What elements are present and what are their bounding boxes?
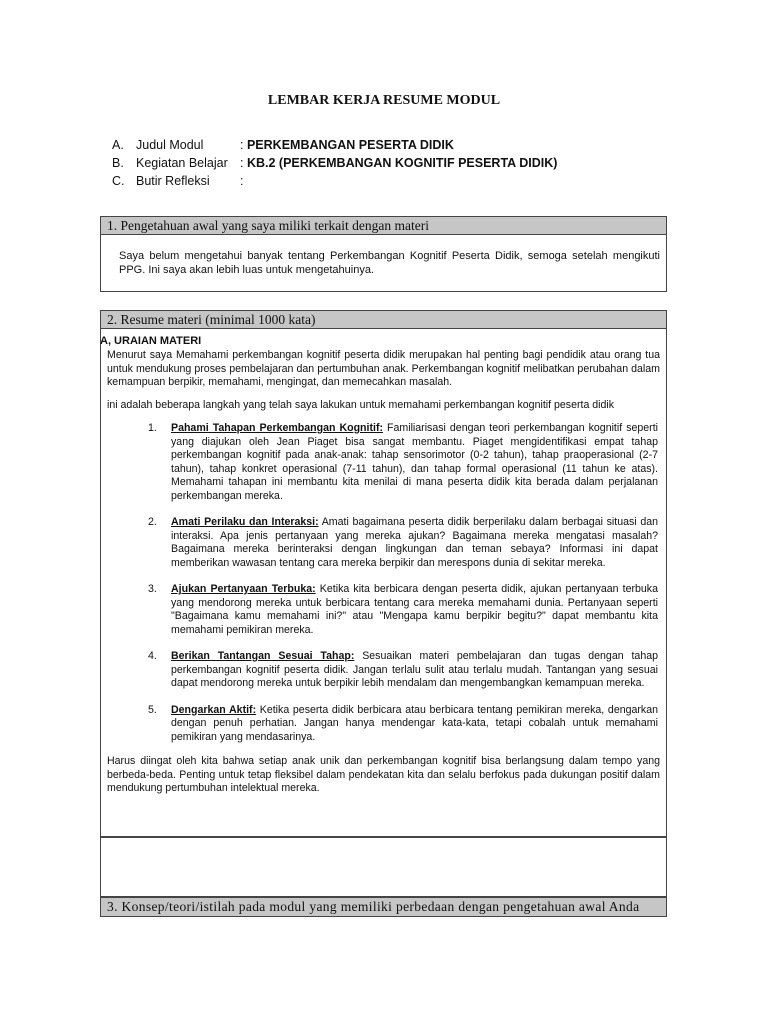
- meta-row-judul-modul: [112, 138, 454, 152]
- step-body: Ketika kita berbicara dengan peserta didik, ajukan pertanyaan terbuka yang mendorong mereka untuk berbicara tentang cara mereka memahami dunia. Pertanyaan seperti "Bagaimana kamu memahami ini?" atau "Mengapa kamu berpikir begitu?" dapat membantu kita memahami pemikiran mereka.: [171, 583, 658, 636]
- section-2-header: 2. Resume materi (minimal 1000 kata): [101, 311, 666, 329]
- page-title: LEMBAR KERJA RESUME MODUL: [267, 93, 501, 108]
- list-item: [148, 703, 658, 745]
- section-2-closing: Harus diingat oleh kita bahwa setiap anak unik dan perkembangan kognitif bisa berlangsung dalam tempo yang berbeda-beda. Penting untuk tetap fleksibel dalam pendekatan kita dan selalu berfokus pada dukungan positif dalam mendukung pertumbuhan intelektual mereka.: [107, 755, 660, 794]
- meta-separator: :: [240, 174, 244, 188]
- section-3-box: [100, 897, 667, 917]
- step-number: 4.: [148, 650, 157, 662]
- meta-letter: B.: [112, 156, 124, 170]
- meta-label: Butir Refleksi: [136, 174, 210, 188]
- section-1-text: Saya belum mengetahui banyak tentang Perkembangan Kognitif Peserta Didik, semoga setelah mengikuti PPG. Ini saya akan lebih luas untuk mengetahuinya.: [119, 250, 660, 276]
- meta-value: KB.2 (PERKEMBANGAN KOGNITIF PESERTA DIDIK): [246, 156, 558, 170]
- meta-separator: :: [240, 138, 244, 152]
- list-item: [148, 516, 658, 570]
- meta-value: PERKEMBANGAN PESERTA DIDIK: [246, 138, 454, 152]
- section-2-subtitle: A, URAIAN MATERI: [100, 335, 202, 347]
- step-heading: Ajukan Pertanyaan Terbuka:: [171, 583, 316, 595]
- section-2-intro: Menurut saya Memahami perkembangan kognitif peserta didik merupakan hal penting bagi pendidik atau orang tua untuk mendukung proses pembelajaran dan pertumbuhan anak. Perkembangan kognitif melibatkan perubahan dalam kemampuan berpikir, memahami, mengingat, dan memecahkan masalah.: [107, 349, 660, 388]
- step-body: Ketika peserta didik berbicara atau berbicara tentang pemikiran mereka, dengarkan dengan penuh perhatian. Jangan hanya mendengar kata-kata, tetapi cobalah untuk memahami pemikiran yang mendasarinya.: [171, 703, 658, 743]
- meta-separator: :: [240, 156, 244, 170]
- meta-row-kegiatan-belajar: [112, 156, 557, 170]
- list-item: [148, 583, 658, 637]
- step-number: 2.: [148, 516, 157, 528]
- section-1-header: 1. Pengetahuan awal yang saya miliki terkait dengan materi: [101, 217, 666, 235]
- step-body: Sesuaikan materi pembelajaran dan tugas dengan tahap perkembangan kognitif peserta didik. Jangan terlalu sulit atau terlalu mudah. Tantangan yang sesuai dapat mendorong mereka untuk berpikir lebih mendalam dan mengembangkan kemampuan mereka.: [171, 650, 658, 689]
- meta-letter: A.: [112, 138, 124, 152]
- step-heading: Pahami Tahapan Perkembangan Kognitif:: [171, 422, 384, 434]
- step-number: 3.: [148, 583, 157, 595]
- meta-letter: C.: [112, 174, 125, 188]
- list-item: [148, 422, 658, 503]
- step-body: Amati bagaimana peserta didik berperilaku dalam berbagai situasi dan interaksi. Apa jenis pertanyaan yang mereka ajukan? Bagaimana mereka mengatasi masalah? Bagaimana mereka berinteraksi dengan lingkungan dan teman sebaya? Informasi ini dapat memberikan wawasan tentang cara mereka berpikir dan merespons dunia di sekitar mereka.: [171, 516, 658, 569]
- list-item: [148, 650, 658, 691]
- section-3-header: 3. Konsep/teori/istilah pada modul yang memiliki perbedaan dengan pengetahuan awal Anda: [101, 898, 666, 916]
- steps-list: [101, 422, 666, 744]
- meta-label: Judul Modul: [136, 138, 204, 152]
- meta-row-butir-refleksi: [112, 174, 247, 188]
- step-number: 5.: [148, 703, 157, 716]
- step-heading: Amati Perilaku dan Interaksi:: [171, 516, 319, 528]
- step-heading: Berikan Tantangan Sesuai Tahap:: [171, 650, 355, 662]
- section-1-box: [100, 216, 667, 292]
- step-body: Familiarisasi dengan teori perkembangan kognitif seperti yang diajukan oleh Jean Piaget bisa sangat membantu. Piaget mengidentifikasi empat tahap perkembangan kognitif pada anak-anak: tahap sensorimotor (0-2 tahun), tahap praoperasional (2-7 tahun), tahap konkret operasional (7-11 tahun), dan tahap formal operasional (11 tahun ke atas). Memahami tahapan ini membantu kita menilai di mana peserta didik kita berada dalam perjalanan perkembangan mereka.: [171, 422, 658, 502]
- section-2-lead: ini adalah beberapa langkah yang telah saya lakukan untuk memahami perkembangan kognitif peserta didik: [107, 398, 615, 411]
- blank-table-row: [100, 837, 667, 897]
- meta-label: Kegiatan Belajar: [136, 156, 228, 170]
- section-2-box: [100, 310, 667, 837]
- step-heading: Dengarkan Aktif:: [171, 703, 257, 716]
- step-number: 1.: [148, 422, 157, 434]
